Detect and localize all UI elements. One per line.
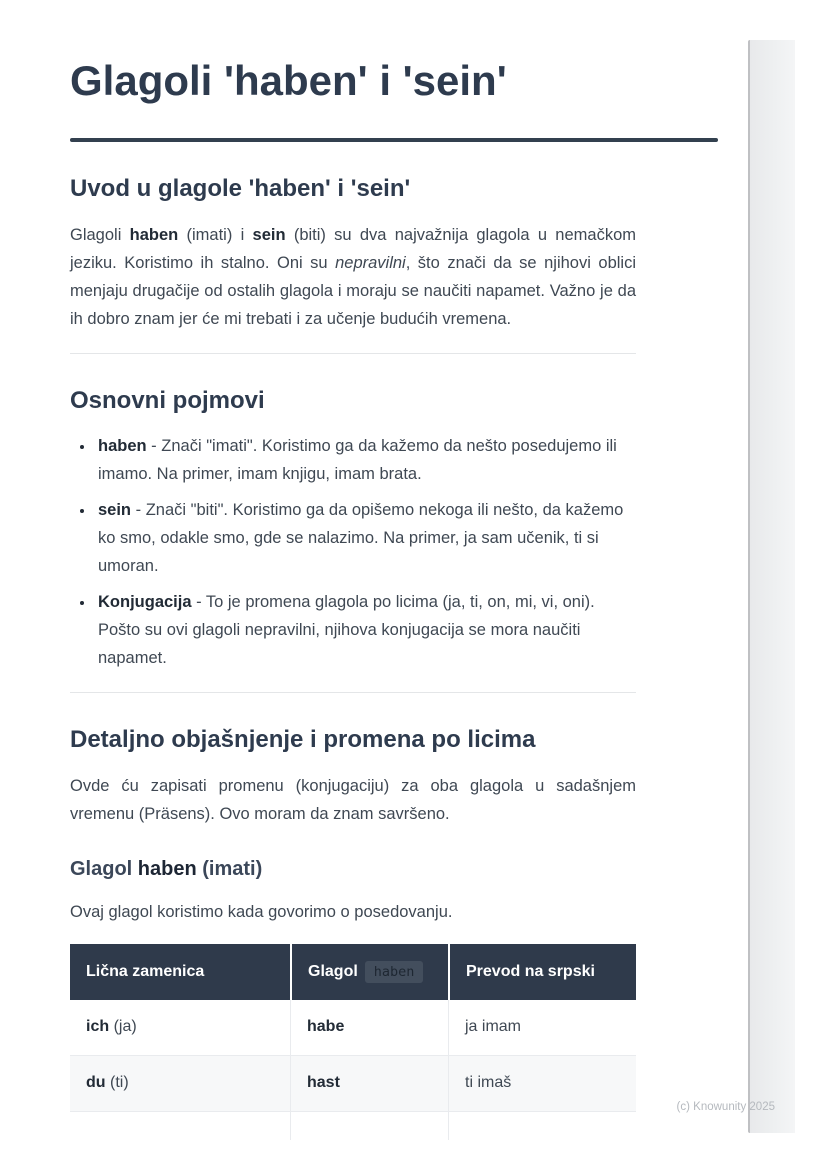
list-item-konjugacija: • Konjugacija - To je promena glagola po licima (ja, ti, on, mi, vi, oni). Pošto su ovi glagoli nepravilni, njihova konjugacija se mora naučiti napamet. — [95, 588, 636, 672]
conjugation-table-haben — [70, 944, 636, 1140]
section-divider — [70, 692, 636, 693]
table-cell-translation: ti imaš — [448, 1056, 636, 1112]
list-item-sein: • sein - Znači "biti". Koristimo ga da opišemo nekoga ili nešto, da kažemo ko smo, odakle smo, gde se nalazimo. Na primer, ja sam učenik, ti si umoran. — [95, 496, 636, 580]
section-divider — [70, 353, 636, 354]
table-header-translation: Prevod na srpski — [448, 944, 636, 1000]
subsection-heading-haben: Glagol haben (imati) — [70, 857, 263, 880]
section-heading-detail: Detaljno objašnjenje i promena po licima — [70, 726, 536, 754]
section-heading-concepts: Osnovni pojmovi — [70, 386, 265, 414]
page-title: Glagoli 'haben' i 'sein' — [70, 57, 507, 104]
concepts-list — [70, 432, 636, 672]
table-row — [70, 1000, 636, 1056]
list-item-haben: • haben - Znači "imati". Koristimo ga da kažemo da nešto posedujemo ili imamo. Na primer, imam knjigu, imam brata. — [95, 432, 636, 488]
intro-paragraph: Glagoli haben (imati) i sein (biti) su dva najvažnija glagola u nemačkom jeziku. Koristimo ih stalno. Oni su nepravilni, što znači da se njihovi oblici menjaju drugačije od ostalih glagola i moraju se naučiti napamet. Važno je da ih dobro znam jer će mi trebati i za učenje budućih vremena. — [70, 225, 637, 328]
table-cell-pronoun — [70, 1112, 290, 1140]
page-edge-strip — [748, 40, 795, 1133]
table-cell-translation: ja imam — [448, 1000, 636, 1056]
document-content — [0, 56, 718, 1140]
table-cell-translation — [448, 1112, 636, 1140]
haben-paragraph: Ovaj glagol koristimo kada govorimo o posedovanju. — [70, 902, 453, 921]
table-cell-verb: habe — [290, 1000, 448, 1056]
detail-paragraph: Ovde ću zapisati promenu (konjugaciju) za oba glagola u sadašnjem vremenu (Präsens). Ovo moram da znam savršeno. — [70, 776, 636, 823]
title-divider — [70, 138, 718, 142]
table-header-row — [70, 944, 636, 1000]
table-cell-verb — [290, 1112, 448, 1140]
table-row — [70, 1056, 636, 1112]
table-cell-pronoun: ich (ja) — [70, 1000, 290, 1056]
table-cell-pronoun: du (ti) — [70, 1056, 290, 1112]
copyright-note: (c) Knowunity 2025 — [676, 1101, 775, 1113]
table-header-pronoun: Lična zamenica — [70, 944, 290, 1000]
table-cell-verb: hast — [290, 1056, 448, 1112]
table-row-cutoff — [70, 1112, 636, 1140]
table-header-verb: Glagol haben — [290, 944, 448, 1000]
section-heading-intro: Uvod u glagole 'haben' i 'sein' — [70, 175, 411, 203]
